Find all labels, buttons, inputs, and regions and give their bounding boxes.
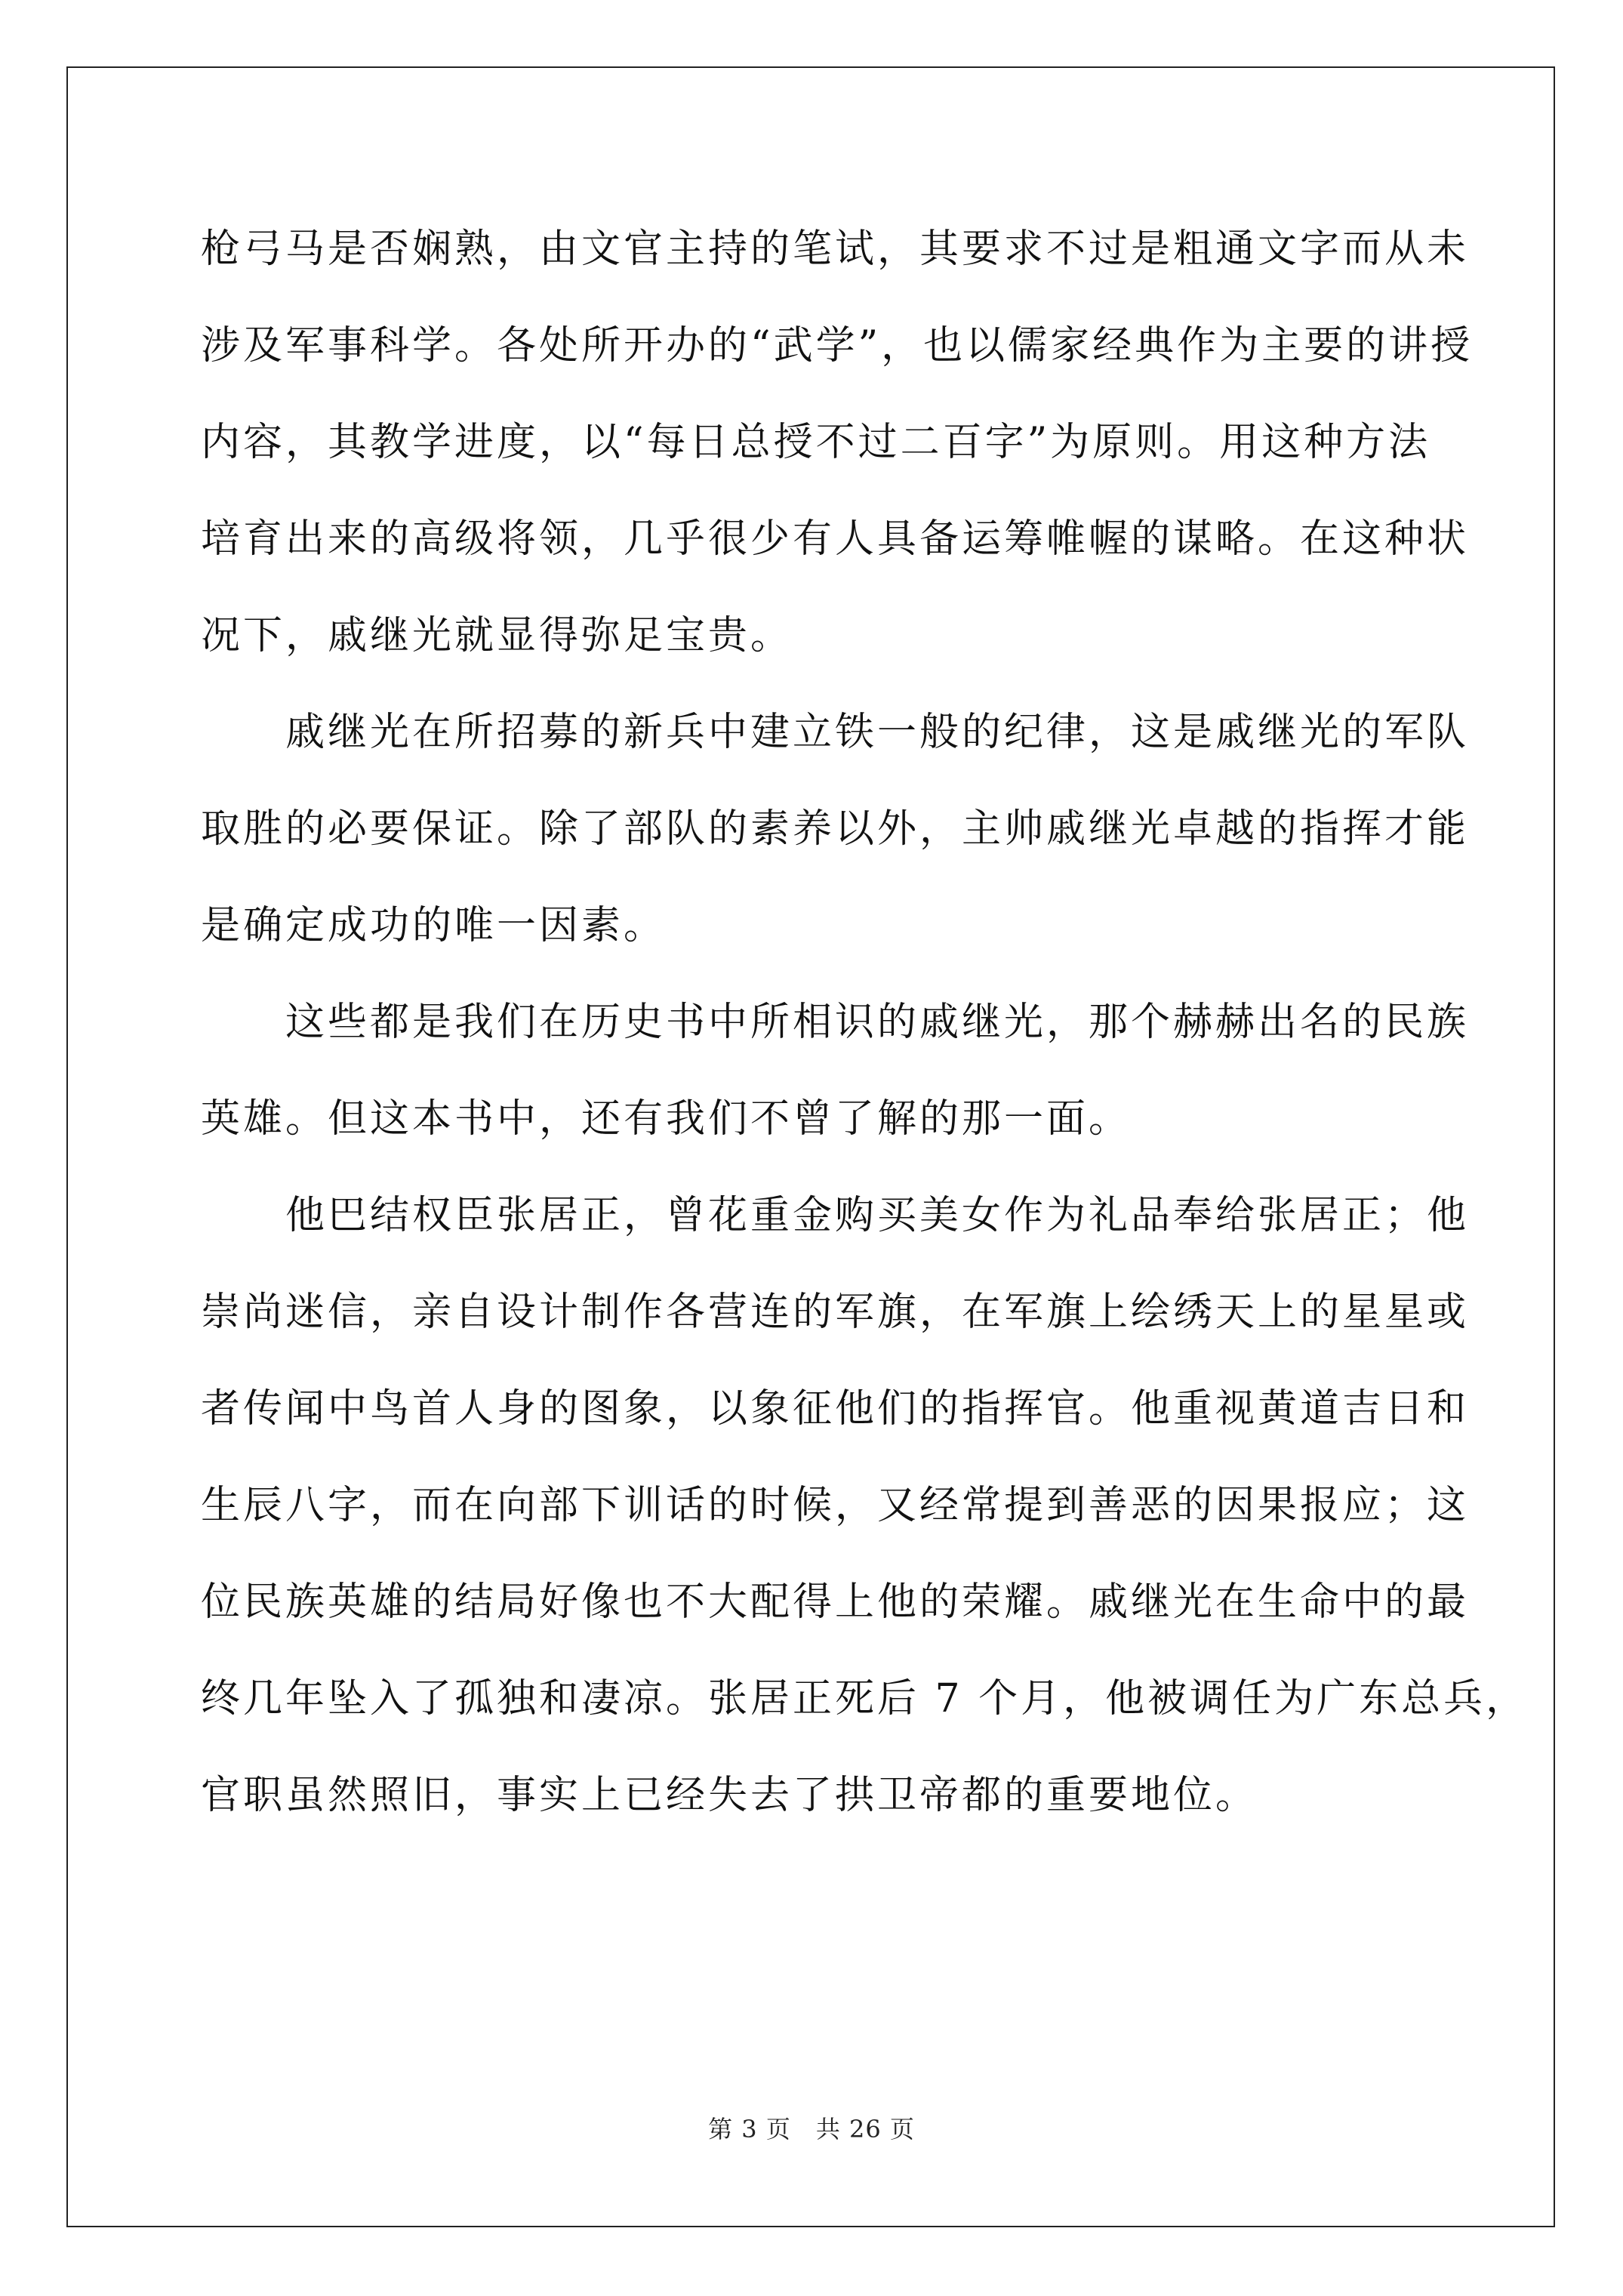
text-line: 涉及军事科学。各处所开办的“武学”，也以儒家经典作为主要的讲授 xyxy=(201,323,1474,368)
text-line: 者传闻中鸟首人身的图象，以象征他们的指挥官。他重视黄道吉日和 xyxy=(201,1386,1470,1432)
text-line: 崇尚迷信，亲自设计制作各营连的军旗，在军旗上绘绣天上的星星或 xyxy=(201,1290,1470,1335)
text-line: 取胜的必要保证。除了部队的素养以外，主帅戚继光卓越的指挥才能 xyxy=(201,806,1470,852)
text-line: 是确定成功的唯一因素。 xyxy=(201,903,667,948)
text-line: 终几年坠入了孤独和凄凉。张居正死后 7 个月，他被调任为广东总兵， xyxy=(201,1676,1529,1721)
text-line: 戚继光在所招募的新兵中建立铁一般的纪律，这是戚继光的军队 xyxy=(201,710,1470,755)
document-body xyxy=(201,219,1529,1862)
page-number-footer: 第 3 页 共 26 页 xyxy=(708,2115,915,2143)
text-line: 官职虽然照旧，事实上已经失去了拱卫帝都的重要地位。 xyxy=(201,1773,1258,1818)
text-line: 英雄。但这本书中，还有我们不曾了解的那一面。 xyxy=(201,1096,1132,1142)
text-line: 内容，其教学进度，以“每日总授不过二百字”为原则。用这种方法 xyxy=(201,420,1431,465)
text-line: 他巴结权臣张居正，曾花重金购买美女作为礼品奉给张居正；他 xyxy=(201,1193,1470,1238)
text-line: 枪弓马是否娴熟，由文官主持的笔试，其要求不过是粗通文字而从未 xyxy=(201,227,1470,272)
text-line: 位民族英雄的结局好像也不大配得上他的荣耀。戚继光在生命中的最 xyxy=(201,1579,1470,1625)
text-line: 这些都是我们在历史书中所相识的戚继光，那个赫赫出名的民族 xyxy=(201,1000,1470,1045)
text-line: 况下，戚继光就显得弥足宝贵。 xyxy=(201,613,793,658)
text-line: 培育出来的高级将领，几乎很少有人具备运筹帷幄的谋略。在这种状 xyxy=(201,516,1470,562)
text-line: 生辰八字，而在向部下训话的时候，又经常提到善恶的因果报应；这 xyxy=(201,1483,1470,1528)
